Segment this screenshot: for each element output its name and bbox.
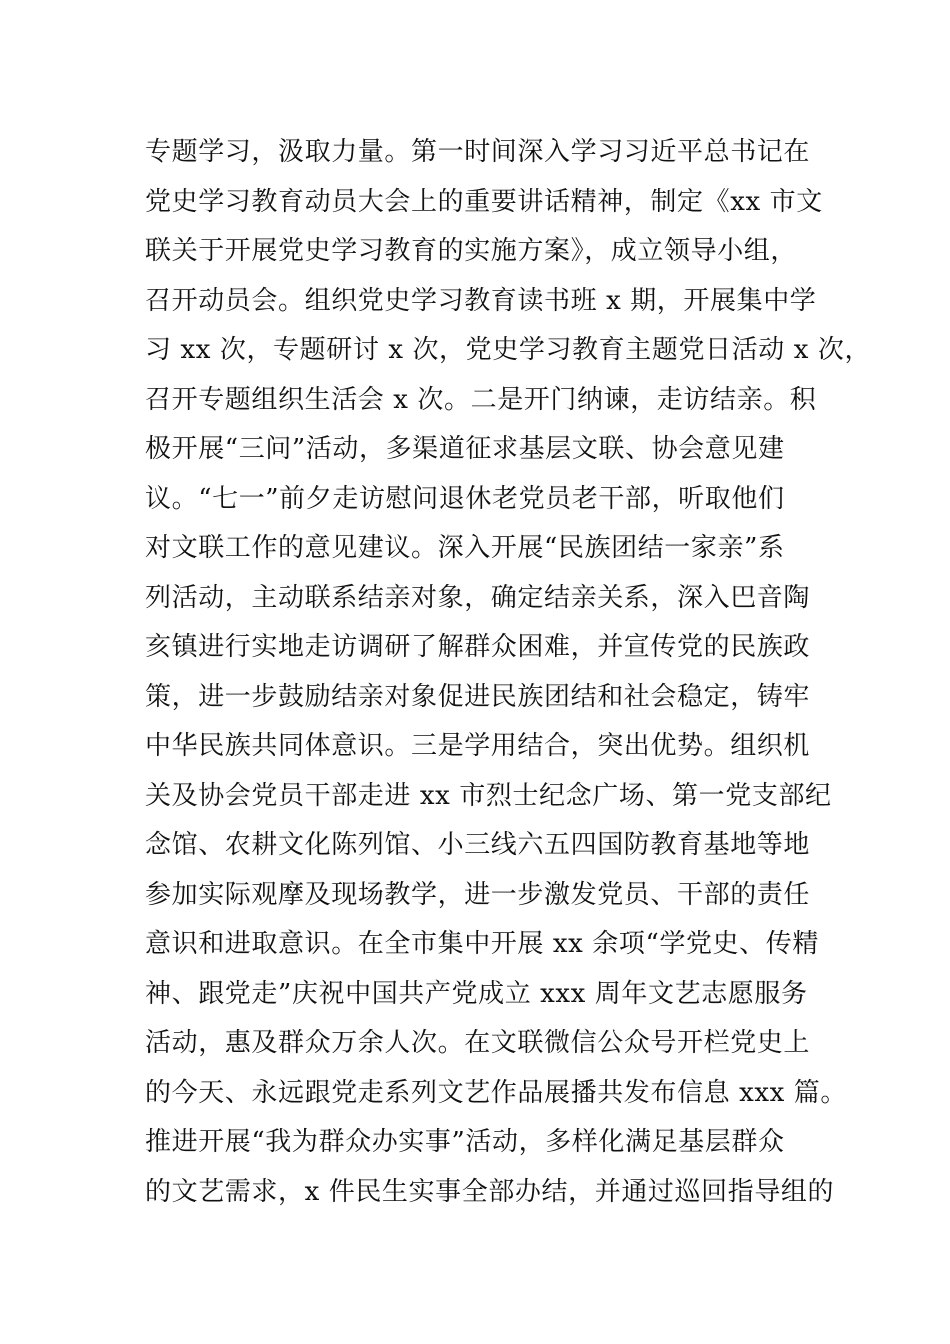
text-line: 关及协会党员干部走进 xx 市烈士纪念广场、第一党支部纪 (145, 780, 832, 811)
text-line: 联关于开展党史学习教育的实施方案》，成立领导小组， (145, 236, 798, 266)
text-line: 的今天、永远跟党走系列文艺作品展播共发布信息 xxx 篇。 (145, 1077, 847, 1108)
body-text (145, 128, 872, 1217)
text-line: 活动，惠及群众万余人次。在文联微信公众号开栏党史上 (145, 1028, 811, 1058)
text-line: 推进开展“我为群众办实事”活动，多样化满足基层群众 (145, 1127, 785, 1157)
text-line: 意识和进取意识。在全市集中开展 xx 余项“学党史、传精 (145, 929, 819, 959)
text-line: 中华民族共同体意识。三是学用结合，突出优势。组织机 (145, 731, 811, 761)
text-line: 召开专题组织生活会 x 次。二是开门纳谏，走访结亲。积 (145, 384, 817, 415)
text-line: 亥镇进行实地走访调研了解群众困难，并宣传党的民族政 (145, 632, 811, 662)
text-line: 参加实际观摩及现场教学，进一步激发党员、干部的责任 (145, 879, 811, 910)
text-line: 党史学习教育动员大会上的重要讲话精神，制定《xx 市文 (145, 186, 823, 217)
text-line: 神、跟党走”庆祝中国共产党成立 xxx 周年文艺志愿服务 (145, 978, 808, 1009)
text-line: 的文艺需求，x 件民生实事全部办结，并通过巡回指导组的 (145, 1176, 835, 1207)
text-line: 极开展“三问”活动，多渠道征求基层文联、协会意见建 (145, 434, 785, 464)
text-line: 策，进一步鼓励结亲对象促进民族团结和社会稳定，铸牢 (145, 681, 811, 712)
text-line: 习 xx 次，专题研讨 x 次，党史学习教育主题党日活动 x 次， (145, 335, 872, 365)
text-line: 召开动员会。组织党史学习教育读书班 x 期，开展集中学 (145, 285, 817, 316)
text-line: 对文联工作的意见建议。深入开展“民族团结一家亲”系 (145, 533, 785, 563)
text-line: 议。“七一”前夕走访慰问退休老党员老干部，听取他们 (145, 483, 785, 514)
text-line: 念馆、农耕文化陈列馆、小三线六五四国防教育基地等地 (145, 830, 811, 860)
text-line: 专题学习，汲取力量。第一时间深入学习习近平总书记在 (145, 137, 811, 167)
text-line: 列活动，主动联系结亲对象，确定结亲关系，深入巴音陶 (145, 582, 811, 613)
